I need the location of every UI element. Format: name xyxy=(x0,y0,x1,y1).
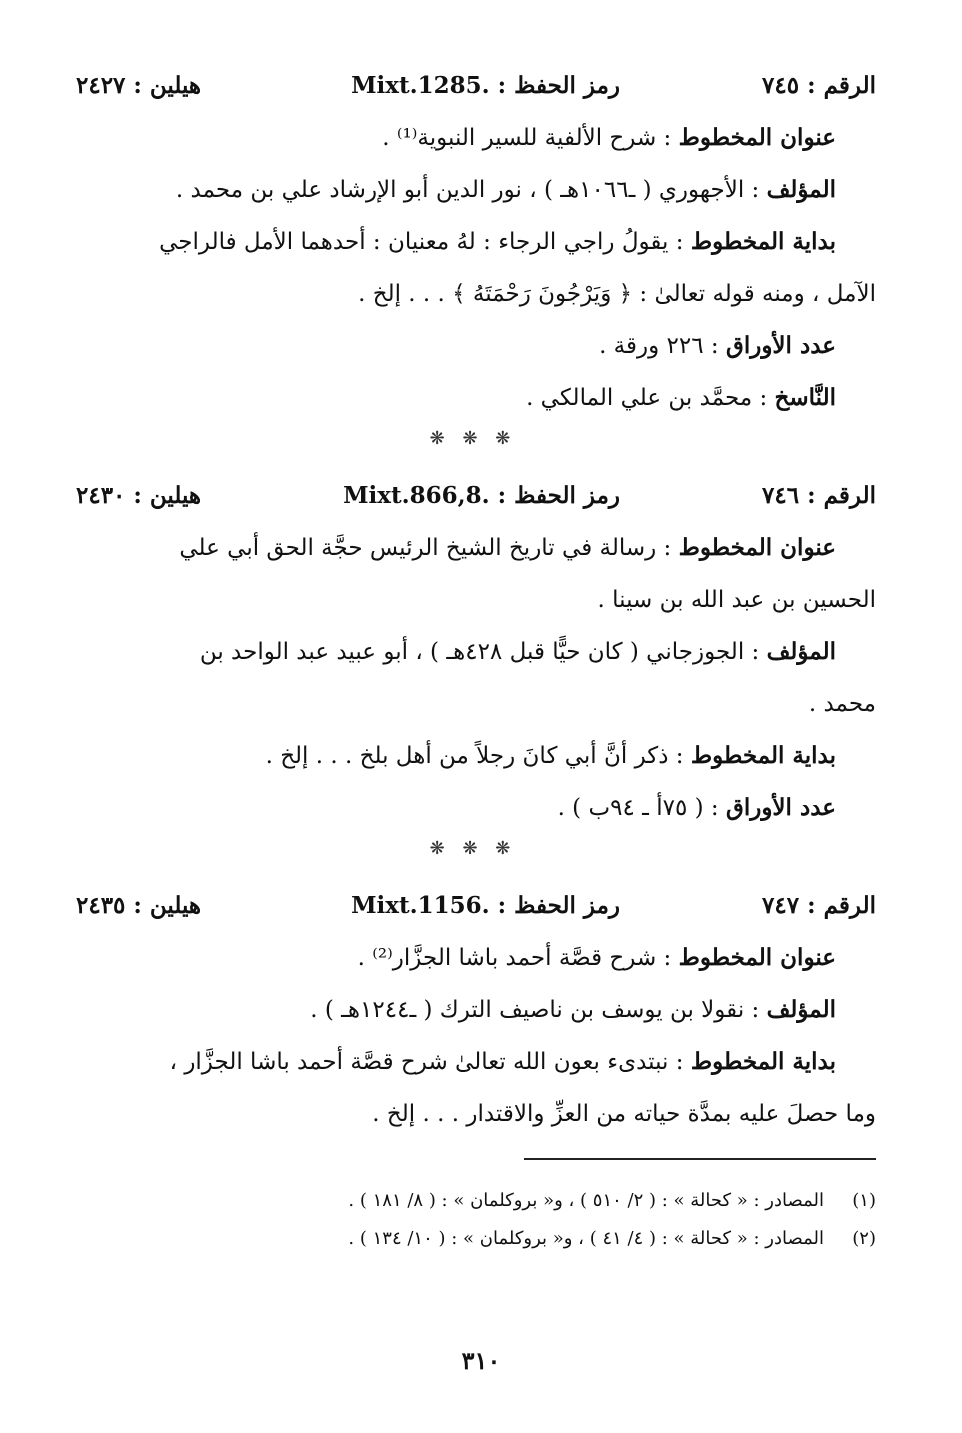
field-label: المؤلف xyxy=(766,176,836,203)
field-value: : محمَّد بن علي المالكي . xyxy=(526,385,775,411)
shelf-mark xyxy=(343,482,620,509)
field-label: النَّاسخ xyxy=(774,384,836,411)
entry-line-continued xyxy=(70,678,876,730)
entry-header xyxy=(70,472,876,522)
entry-number: الرقم : ٧٤٥ xyxy=(762,72,876,99)
entry-header xyxy=(70,62,876,112)
footnote-mark: (١) xyxy=(852,1190,876,1211)
footnote xyxy=(70,1220,876,1258)
field-value: الحسين بن عبد الله بن سينا . xyxy=(597,587,876,613)
page-number: ٣١٠ xyxy=(461,1346,501,1375)
field-value: : ( ٧٥أ ـ ٩٤ب ) . xyxy=(557,795,726,821)
entry-separator: ❋ ❋ ❋ xyxy=(429,838,517,859)
shelf-mark-label: رمز الحفظ : xyxy=(497,72,620,99)
footnote-text: المصادر : « كحالة » : ( ٤/ ٤١ ) ، و« بروكلمان » : ( ١٠/ ١٣٤ ) . xyxy=(348,1228,824,1249)
heylin-number: هيلين : ٢٤٢٧ xyxy=(76,72,202,99)
footnote-divider xyxy=(524,1158,876,1160)
entry-number: الرقم : ٧٤٧ xyxy=(762,892,876,919)
field-value: : شرح قصَّة أحمد باشا الجزَّار⁽²⁾ . xyxy=(357,945,679,971)
entry-line xyxy=(70,372,876,424)
entry-line xyxy=(70,112,876,164)
catalog-entry xyxy=(70,472,876,834)
shelf-mark-code: Mixt.1285. xyxy=(351,72,490,99)
field-value: : نقولا بن يوسف بن ناصيف الترك ( ـ١٢٤٤هـ ) . xyxy=(310,997,767,1023)
footnote xyxy=(70,1182,876,1220)
entry-line xyxy=(70,782,876,834)
entry-line xyxy=(70,626,876,678)
field-value: : نبتدىء بعون الله تعالىٰ شرح قصَّة أحمد باشا الجزَّار ، xyxy=(169,1049,691,1075)
field-value: : الأجهوري ( ـ١٠٦٦هـ ) ، نور الدين أبو الإرشاد علي بن محمد . xyxy=(175,177,767,203)
field-label: عدد الأوراق xyxy=(725,794,836,821)
field-label: المؤلف xyxy=(766,638,836,665)
entry-line xyxy=(70,216,876,268)
manuscript-catalog-page xyxy=(70,62,876,1433)
field-label: عدد الأوراق xyxy=(725,332,836,359)
entry-number: الرقم : ٧٤٦ xyxy=(762,482,876,509)
heylin-number: هيلين : ٢٤٣٠ xyxy=(76,482,202,509)
field-value: : الجوزجاني ( كان حيًّا قبل ٤٢٨هـ ) ، أبو عبيد عبد الواحد بن xyxy=(199,639,767,665)
entry-line xyxy=(70,932,876,984)
field-value: : ٢٢٦ ورقة . xyxy=(599,333,726,359)
entry-line-continued xyxy=(70,268,876,320)
catalog-entry xyxy=(70,882,876,1140)
catalog-entry xyxy=(70,62,876,424)
shelf-mark-label: رمز الحفظ : xyxy=(497,482,620,509)
shelf-mark-code: Mixt.866,8. xyxy=(343,482,490,509)
field-label: المؤلف xyxy=(766,996,836,1023)
entry-separator: ❋ ❋ ❋ xyxy=(429,428,517,449)
field-value: : ذكر أنَّ أبي كانَ رجلاً من أهل بلخ . . . إلخ . xyxy=(265,743,691,769)
entry-line xyxy=(70,320,876,372)
field-label: عنوان المخطوط xyxy=(678,944,836,971)
field-label: بداية المخطوط xyxy=(690,742,836,769)
field-value: : شرح الألفية للسير النبوية⁽¹⁾ . xyxy=(382,125,679,151)
shelf-mark-label: رمز الحفظ : xyxy=(497,892,620,919)
field-value: الآمل ، ومنه قوله تعالىٰ : ﴿ وَيَرْجُونَ رَحْمَتَهُ ﴾ . . . إلخ . xyxy=(358,281,876,307)
entry-line xyxy=(70,522,876,574)
shelf-mark xyxy=(351,72,620,99)
entry-line-continued xyxy=(70,574,876,626)
field-label: بداية المخطوط xyxy=(690,1048,836,1075)
field-label: عنوان المخطوط xyxy=(678,534,836,561)
heylin-number: هيلين : ٢٤٣٥ xyxy=(76,892,202,919)
entry-header xyxy=(70,882,876,932)
field-value: : رسالة في تاريخ الشيخ الرئيس حجَّة الحق أبي علي xyxy=(179,535,679,561)
field-value: : يقولُ راجي الرجاء : لهُ معنيان : أحدهما الأمل فالراجي xyxy=(159,229,691,255)
entry-line xyxy=(70,1036,876,1088)
footnote-text: المصادر : « كحالة » : ( ٢/ ٥١٠ ) ، و« بروكلمان » : ( ٨/ ١٨١ ) . xyxy=(348,1190,824,1211)
entry-line xyxy=(70,984,876,1036)
field-label: عنوان المخطوط xyxy=(678,124,836,151)
footnote-mark: (٢) xyxy=(852,1228,876,1249)
field-value: وما حصلَ عليه بمدَّة حياته من العزِّ والاقتدار . . . إلخ . xyxy=(372,1101,876,1127)
entry-line xyxy=(70,164,876,216)
shelf-mark-code: Mixt.1156. xyxy=(351,892,490,919)
entry-line-continued xyxy=(70,1088,876,1140)
field-label: بداية المخطوط xyxy=(690,228,836,255)
field-value: محمد . xyxy=(808,691,876,717)
entry-line xyxy=(70,730,876,782)
shelf-mark xyxy=(351,892,620,919)
